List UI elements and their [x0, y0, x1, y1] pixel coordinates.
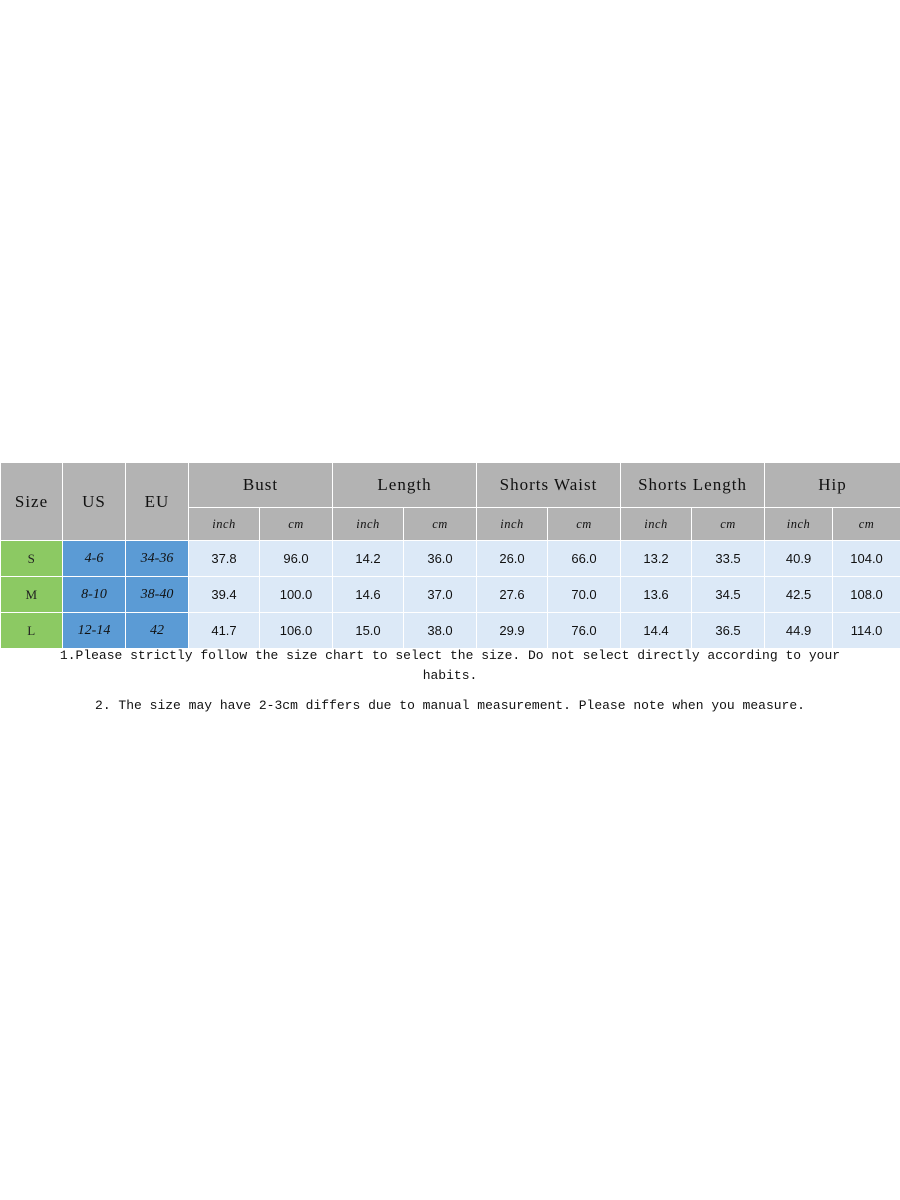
cell-length-inch: 14.6: [333, 577, 404, 613]
cell-eu: 38-40: [126, 577, 189, 613]
header-unit-shorts-waist-inch: inch: [477, 508, 548, 541]
header-unit-hip-inch: inch: [765, 508, 833, 541]
table-header-row-groups: [1, 463, 900, 508]
header-length: Length: [333, 463, 477, 508]
cell-shorts-waist-cm: 76.0: [548, 613, 621, 649]
header-unit-shorts-length-cm: cm: [692, 508, 765, 541]
cell-shorts-length-cm: 33.5: [692, 541, 765, 577]
cell-shorts-length-inch: 14.4: [621, 613, 692, 649]
header-size: Size: [1, 463, 63, 541]
cell-size: M: [1, 577, 63, 613]
cell-size: S: [1, 541, 63, 577]
cell-us: 8-10: [63, 577, 126, 613]
cell-eu: 42: [126, 613, 189, 649]
cell-eu: 34-36: [126, 541, 189, 577]
header-unit-length-inch: inch: [333, 508, 404, 541]
cell-hip-cm: 108.0: [833, 577, 900, 613]
cell-bust-inch: 37.8: [189, 541, 260, 577]
cell-hip-inch: 40.9: [765, 541, 833, 577]
header-unit-hip-cm: cm: [833, 508, 900, 541]
cell-shorts-length-cm: 34.5: [692, 577, 765, 613]
size-chart-container: [0, 462, 900, 649]
size-chart-table: [0, 462, 900, 649]
notes-section: [0, 646, 900, 716]
cell-bust-inch: 39.4: [189, 577, 260, 613]
cell-shorts-waist-cm: 70.0: [548, 577, 621, 613]
cell-us: 12-14: [63, 613, 126, 649]
table-row: [1, 541, 900, 577]
cell-hip-cm: 114.0: [833, 613, 900, 649]
cell-length-cm: 36.0: [404, 541, 477, 577]
cell-shorts-waist-inch: 27.6: [477, 577, 548, 613]
header-us: US: [63, 463, 126, 541]
cell-us: 4-6: [63, 541, 126, 577]
cell-length-cm: 38.0: [404, 613, 477, 649]
header-eu: EU: [126, 463, 189, 541]
header-hip: Hip: [765, 463, 900, 508]
cell-hip-cm: 104.0: [833, 541, 900, 577]
cell-shorts-waist-cm: 66.0: [548, 541, 621, 577]
table-row: [1, 577, 900, 613]
header-unit-bust-cm: cm: [260, 508, 333, 541]
cell-bust-cm: 106.0: [260, 613, 333, 649]
cell-size: L: [1, 613, 63, 649]
cell-length-cm: 37.0: [404, 577, 477, 613]
cell-length-inch: 15.0: [333, 613, 404, 649]
header-shorts-waist: Shorts Waist: [477, 463, 621, 508]
table-row: [1, 613, 900, 649]
header-shorts-length: Shorts Length: [621, 463, 765, 508]
header-unit-shorts-length-inch: inch: [621, 508, 692, 541]
note-measurement-tolerance: 2. The size may have 2-3cm differs due to manual measurement. Please note when you measure.: [95, 698, 805, 714]
cell-hip-inch: 44.9: [765, 613, 833, 649]
cell-bust-inch: 41.7: [189, 613, 260, 649]
cell-bust-cm: 96.0: [260, 541, 333, 577]
header-unit-bust-inch: inch: [189, 508, 260, 541]
note-size-selection: 1.Please strictly follow the size chart to select the size. Do not select directly according to your habits.: [59, 648, 841, 684]
header-unit-length-cm: cm: [404, 508, 477, 541]
cell-shorts-length-inch: 13.2: [621, 541, 692, 577]
cell-shorts-length-cm: 36.5: [692, 613, 765, 649]
cell-bust-cm: 100.0: [260, 577, 333, 613]
header-bust: Bust: [189, 463, 333, 508]
header-unit-shorts-waist-cm: cm: [548, 508, 621, 541]
cell-shorts-waist-inch: 29.9: [477, 613, 548, 649]
cell-shorts-length-inch: 13.6: [621, 577, 692, 613]
cell-shorts-waist-inch: 26.0: [477, 541, 548, 577]
cell-length-inch: 14.2: [333, 541, 404, 577]
cell-hip-inch: 42.5: [765, 577, 833, 613]
